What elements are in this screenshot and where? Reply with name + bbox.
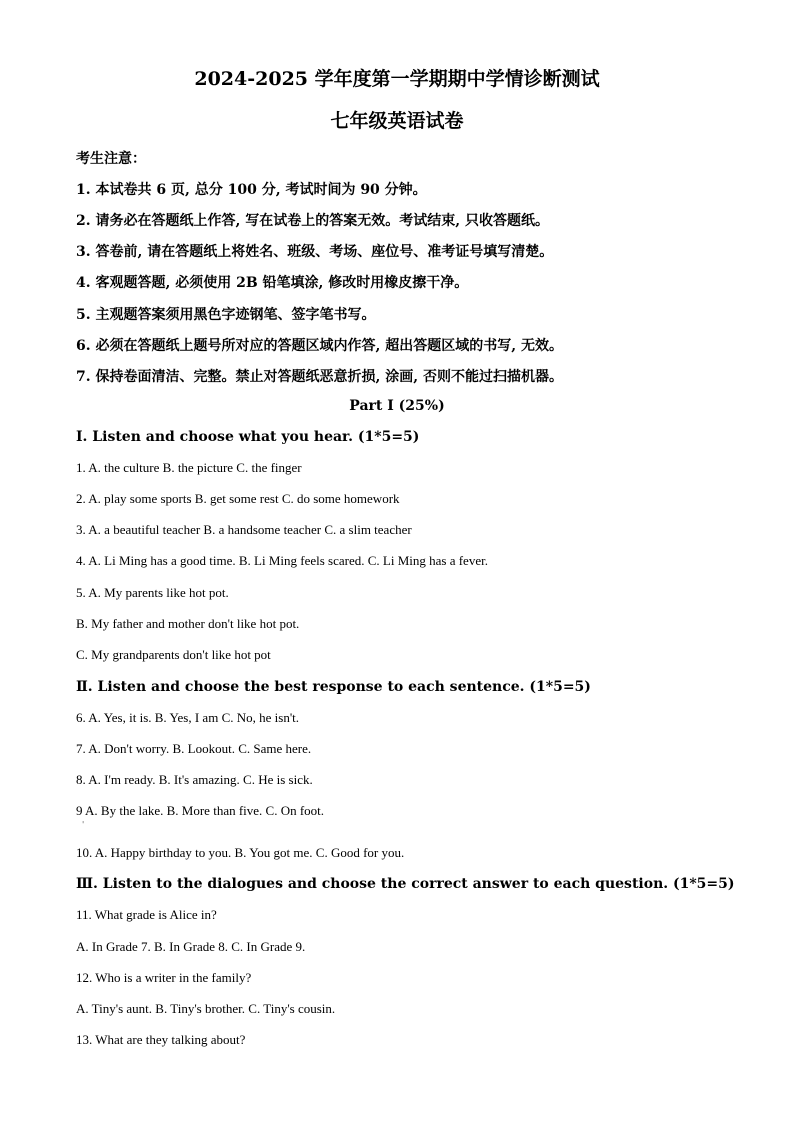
notice-item: 4. 客观题答题, 必须使用 2B 铅笔填涂, 修改时用橡皮擦干净。 (76, 275, 469, 291)
notice-item: 2. 请务必在答题纸上作答, 写在试卷上的答案无效。考试结束, 只收答题纸。 (76, 213, 549, 229)
notice-item: 6. 必须在答题纸上题号所对应的答题区域内作答, 超出答题区域的书写, 无效。 (76, 338, 563, 354)
question-line: 7. A. Don't worry. B. Lookout. C. Same here. (76, 741, 312, 756)
section-heading: I. Listen and choose what you hear. (1*5=5) (76, 429, 420, 445)
question-line: 1. A. the culture B. the picture C. the finger (76, 460, 302, 475)
question-line: 10. A. Happy birthday to you. B. You got me. C. Good for you. (76, 845, 405, 860)
notice-item: 5. 主观题答案须用黑色字迹钢笔、签字笔书写。 (76, 307, 376, 323)
notice-item: 7. 保持卷面清洁、完整。禁止对答题纸恶意折损, 涂画, 否则不能过扫描机器。 (76, 369, 563, 385)
exam-title: 2024-2025 学年度第一学期期中学情诊断测试 (194, 68, 600, 90)
question-line: 8. A. I'm ready. B. It's amazing. C. He is sick. (76, 772, 313, 787)
exam-subtitle: 七年级英语试卷 (330, 110, 464, 132)
question-line: C. My grandparents don't like hot pot (76, 647, 271, 662)
question-line: 13. What are they talking about? (76, 1032, 246, 1047)
notice-heading: 考生注意： (76, 151, 146, 167)
question-line: 5. A. My parents like hot pot. (76, 585, 229, 600)
question-line: 4. A. Li Ming has a good time. B. Li Ming feels scared. C. Li Ming has a fever. (76, 553, 488, 568)
notice-item: 3. 答卷前, 请在答题纸上将姓名、班级、考场、座位号、准考证号填写清楚。 (76, 244, 554, 260)
section-heading: Ⅲ. Listen to the dialogues and choose the correct answer to each question. (1*5=5) (76, 876, 735, 892)
question-line: 9 A. By the lake. B. More than five. C. On foot. (76, 803, 325, 818)
question-line: 11. What grade is Alice in? (76, 907, 217, 922)
question-line: B. My father and mother don't like hot pot. (76, 616, 300, 631)
question-line: 2. A. play some sports B. get some rest C. do some homework (76, 491, 400, 506)
question-line: 12. Who is a writer in the family? (76, 970, 252, 985)
question-line: A. In Grade 7. B. In Grade 8. C. In Grade 9. (76, 939, 306, 954)
question-line: A. Tiny's aunt. B. Tiny's brother. C. Tiny's cousin. (76, 1001, 336, 1016)
section-heading: Ⅱ. Listen and choose the best response to each sentence. (1*5=5) (76, 679, 591, 695)
question-line: 6. A. Yes, it is. B. Yes, I am C. No, he isn't. (76, 710, 300, 725)
question-line: 3. A. a beautiful teacher B. a handsome teacher C. a slim teacher (76, 522, 412, 537)
stray-mark: ' (82, 820, 85, 829)
notice-item: 1. 本试卷共 6 页, 总分 100 分, 考试时间为 90 分钟。 (76, 182, 427, 198)
part-heading: Part Ⅰ (25%) (349, 398, 445, 414)
